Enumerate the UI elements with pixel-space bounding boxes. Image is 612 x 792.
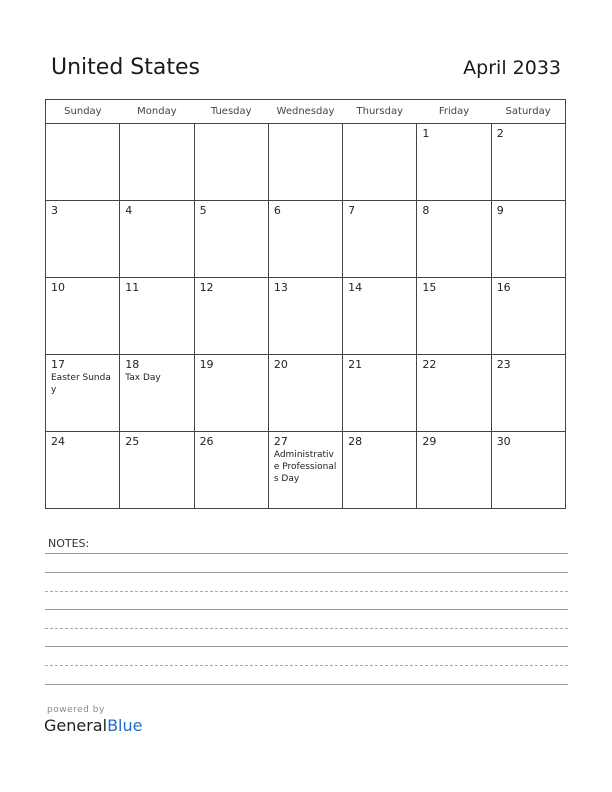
- month-title: April 2033: [463, 57, 561, 79]
- day-number: 30: [496, 435, 511, 448]
- day-cell: [46, 124, 120, 201]
- notes-line: [45, 628, 568, 629]
- weekday-monday: Monday: [120, 100, 194, 124]
- day-number: 17: [51, 358, 65, 371]
- country-title: United States: [51, 55, 200, 80]
- day-cell: [46, 278, 120, 355]
- notes-line: [45, 646, 568, 647]
- day-cell: [194, 201, 268, 278]
- notes-line: [45, 572, 568, 573]
- day-number: 29: [422, 435, 437, 448]
- holiday-label: Administrative Professionals Day: [273, 450, 337, 484]
- holiday-label: Tax Day: [125, 373, 161, 383]
- logo-text-general: General: [44, 716, 108, 735]
- day-cell: [343, 124, 417, 201]
- day-cell: [268, 278, 342, 355]
- day-number: 5: [199, 204, 207, 217]
- day-cell: [417, 432, 491, 509]
- day-number: 9: [496, 204, 504, 217]
- day-number: 26: [199, 435, 214, 448]
- weekday-thursday: Thursday: [343, 100, 417, 124]
- notes-label: NOTES:: [48, 537, 90, 550]
- day-number: 13: [273, 281, 288, 294]
- day-cell: [417, 278, 491, 355]
- day-number: 7: [348, 204, 356, 217]
- weekday-header-row: [46, 100, 566, 124]
- day-number: 4: [125, 204, 133, 217]
- day-number: 23: [496, 358, 511, 371]
- day-cell: [120, 432, 194, 509]
- week-row: [46, 124, 566, 201]
- day-cell: [491, 201, 565, 278]
- day-number: 3: [51, 204, 58, 217]
- day-number: 1: [422, 127, 430, 140]
- day-cell: [491, 432, 565, 509]
- day-cell: [343, 278, 417, 355]
- weekday-wednesday: Wednesday: [268, 100, 342, 124]
- notes-line: [45, 665, 568, 666]
- day-cell: [491, 355, 565, 432]
- day-number: 20: [273, 358, 288, 371]
- day-cell: [491, 124, 565, 201]
- day-cell: [343, 432, 417, 509]
- day-cell: [46, 432, 120, 509]
- day-cell: [120, 355, 194, 432]
- calendar-grid: [45, 99, 566, 509]
- day-cell: [268, 124, 342, 201]
- logo-text-blue: Blue: [107, 716, 143, 735]
- week-row: [46, 355, 566, 432]
- notes-line: [45, 609, 568, 610]
- notes-line: [45, 684, 568, 685]
- day-cell: [268, 201, 342, 278]
- powered-by-text: powered by: [47, 705, 105, 715]
- week-row: [46, 201, 566, 278]
- day-cell: [268, 355, 342, 432]
- day-number: 28: [348, 435, 363, 448]
- week-row: [46, 432, 566, 509]
- day-number: 18: [125, 358, 140, 371]
- weekday-tuesday: Tuesday: [194, 100, 268, 124]
- weekday-saturday: Saturday: [491, 100, 565, 124]
- day-cell: [417, 124, 491, 201]
- generalblue-logo[interactable]: [44, 716, 142, 735]
- day-cell: [120, 278, 194, 355]
- weekday-friday: Friday: [417, 100, 491, 124]
- day-number: 6: [273, 204, 281, 217]
- day-number: 8: [422, 204, 430, 217]
- day-number: 19: [199, 358, 214, 371]
- day-cell: [120, 124, 194, 201]
- notes-line: [45, 553, 568, 554]
- notes-line: [45, 591, 568, 592]
- day-number: 2: [496, 127, 504, 140]
- day-cell: [417, 355, 491, 432]
- day-number: 10: [51, 281, 65, 294]
- day-cell: [491, 278, 565, 355]
- day-number: 27: [273, 435, 288, 448]
- day-number: 16: [496, 281, 511, 294]
- day-cell: [120, 201, 194, 278]
- day-cell: [343, 201, 417, 278]
- day-cell: [194, 124, 268, 201]
- week-row: [46, 278, 566, 355]
- day-number: 11: [125, 281, 140, 294]
- day-number: 22: [422, 358, 437, 371]
- day-cell: [194, 278, 268, 355]
- day-cell: [268, 432, 342, 509]
- holiday-label: Easter Sunday: [51, 373, 111, 395]
- day-cell: [194, 432, 268, 509]
- day-number: 24: [51, 435, 65, 448]
- day-number: 14: [348, 281, 363, 294]
- day-cell: [46, 355, 120, 432]
- day-number: 12: [199, 281, 214, 294]
- day-number: 25: [125, 435, 140, 448]
- weekday-sunday: Sunday: [46, 100, 120, 124]
- day-cell: [46, 201, 120, 278]
- day-number: 15: [422, 281, 437, 294]
- day-cell: [417, 201, 491, 278]
- day-cell: [194, 355, 268, 432]
- day-number: 21: [348, 358, 363, 371]
- day-cell: [343, 355, 417, 432]
